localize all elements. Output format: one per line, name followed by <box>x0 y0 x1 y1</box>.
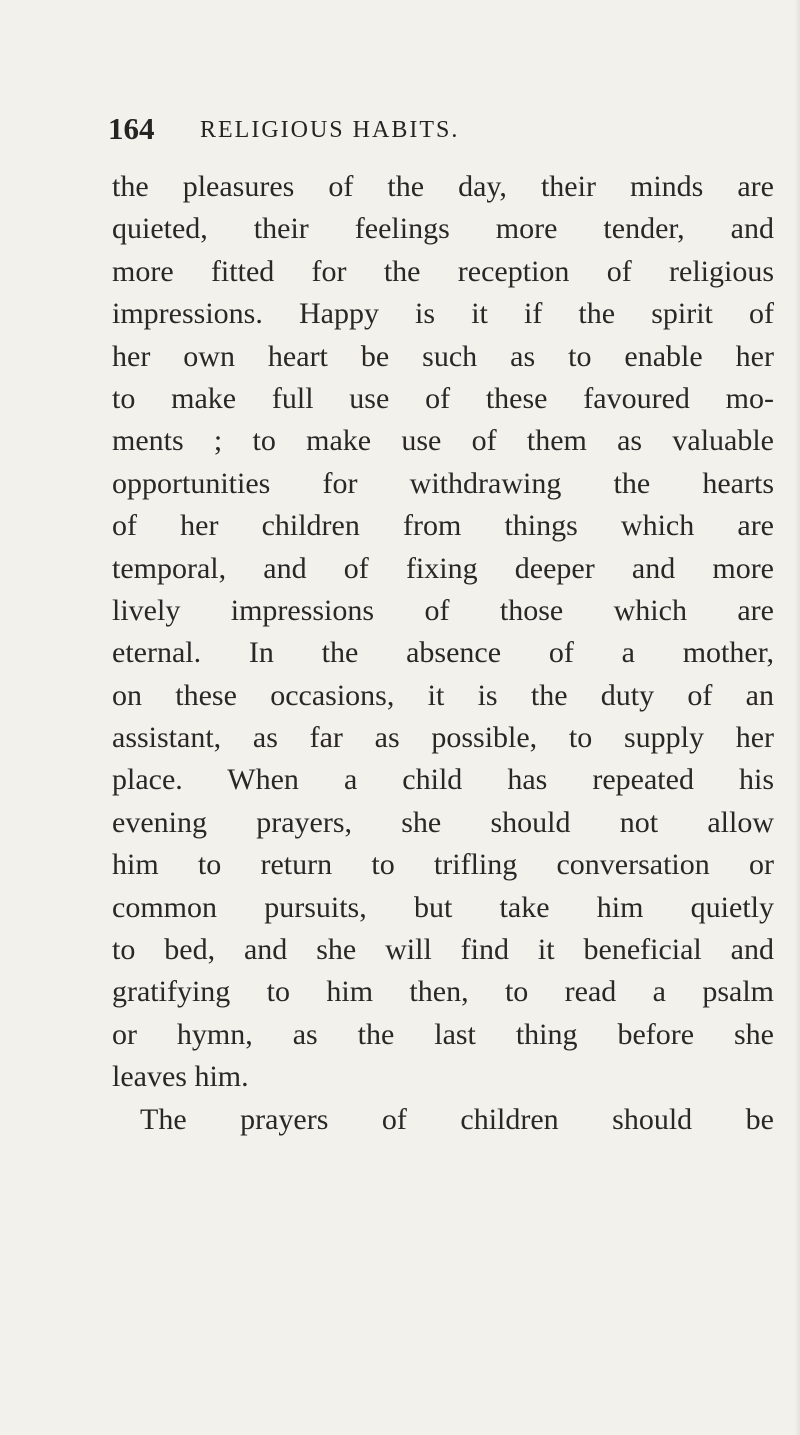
page-number: 164 <box>108 111 155 146</box>
page-edge-shadow <box>794 0 800 1435</box>
text-line: leaves him. <box>112 1060 249 1094</box>
text-line: evening prayers, she should not allow <box>112 805 774 839</box>
text-line: her own heart be such as to enable her <box>112 339 774 373</box>
text-line: or hymn, as the last thing before she <box>112 1017 774 1051</box>
text-line: lively impressions of those which are <box>112 593 774 627</box>
text-line: of her children from things which are <box>112 509 774 543</box>
page-header <box>108 111 628 151</box>
text-line: gratifying to him then, to read a psalm <box>112 975 774 1009</box>
text-line: common pursuits, but take him quietly <box>112 890 774 924</box>
text-line: temporal, and of fixing deeper and more <box>112 551 774 585</box>
text-line: the pleasures of the day, their minds are <box>112 170 774 203</box>
body-text <box>112 166 774 1141</box>
text-line: eternal. In the absence of a mother, <box>112 636 774 670</box>
text-line: quieted, their feelings more tender, and <box>112 212 774 246</box>
text-line: ments ; to make use of them as valuable <box>112 424 774 458</box>
text-line: opportunities for withdrawing the hearts <box>112 466 774 500</box>
text-line: assistant, as far as possible, to supply her <box>112 721 774 755</box>
text-line: on these occasions, it is the duty of an <box>112 678 774 712</box>
text-line: more fitted for the reception of religious <box>112 254 774 288</box>
text-line: The prayers of children should be <box>140 1102 774 1136</box>
text-line: to bed, and she will find it beneficial and <box>112 933 774 967</box>
text-line: impressions. Happy is it if the spirit of <box>112 297 774 331</box>
text-line: to make full use of these favoured mo- <box>112 381 774 415</box>
text-line: him to return to trifling conversation or <box>112 848 774 882</box>
text-line: place. When a child has repeated his <box>112 763 774 797</box>
running-head: RELIGIOUS HABITS. <box>200 117 460 143</box>
